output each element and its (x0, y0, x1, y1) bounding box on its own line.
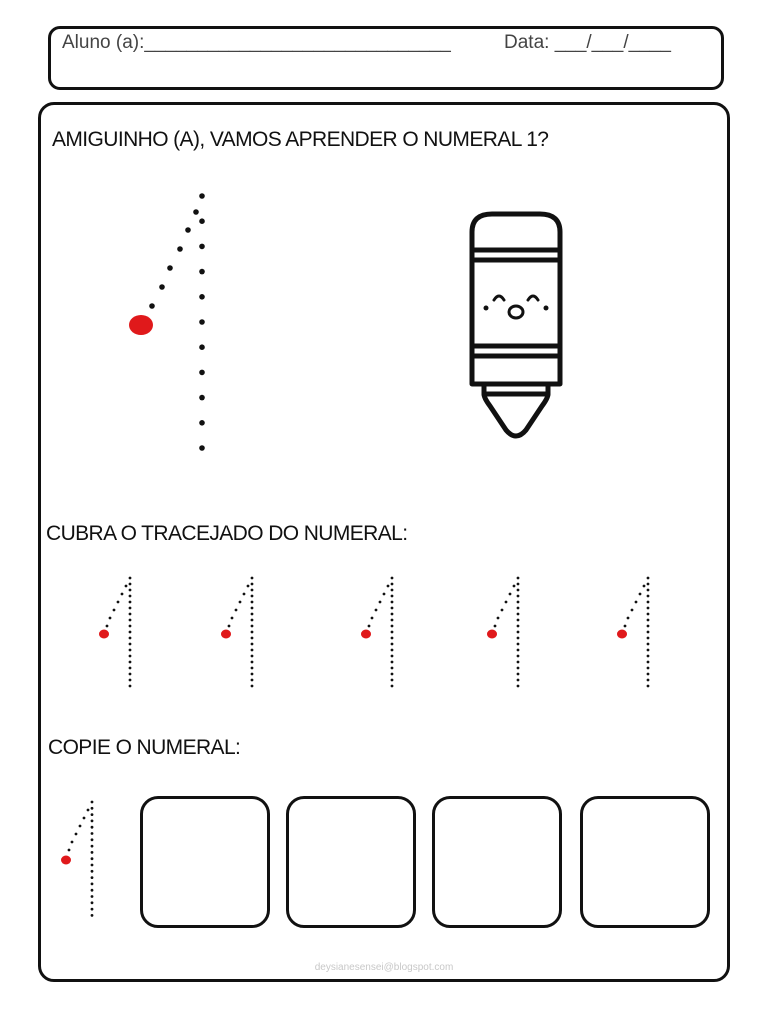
copy-box[interactable] (580, 796, 710, 928)
trace-numeral-one[interactable] (98, 576, 138, 696)
copy-box[interactable] (140, 796, 270, 928)
trace-numeral-one[interactable] (486, 576, 526, 696)
trace-numeral-one[interactable] (220, 576, 260, 696)
trace-numeral-one[interactable] (360, 576, 400, 696)
student-name-label[interactable]: Aluno (a):_____________________________ (62, 32, 451, 53)
trace-instruction: CUBRA O TRACEJADO DO NUMERAL: (46, 522, 408, 545)
copy-box[interactable] (432, 796, 562, 928)
trace-numeral-one[interactable] (616, 576, 656, 696)
crayon-mascot-icon (462, 208, 570, 444)
copy-model-numeral-one (60, 800, 100, 924)
copy-instruction: COPIE O NUMERAL: (48, 736, 241, 759)
date-label[interactable]: Data: ___/___/____ (504, 32, 671, 53)
footer-credit: deysianesensei@blogspot.com (314, 962, 454, 973)
copy-box[interactable] (286, 796, 416, 928)
worksheet-title: AMIGUINHO (A), VAMOS APRENDER O NUMERAL 1? (52, 128, 549, 151)
